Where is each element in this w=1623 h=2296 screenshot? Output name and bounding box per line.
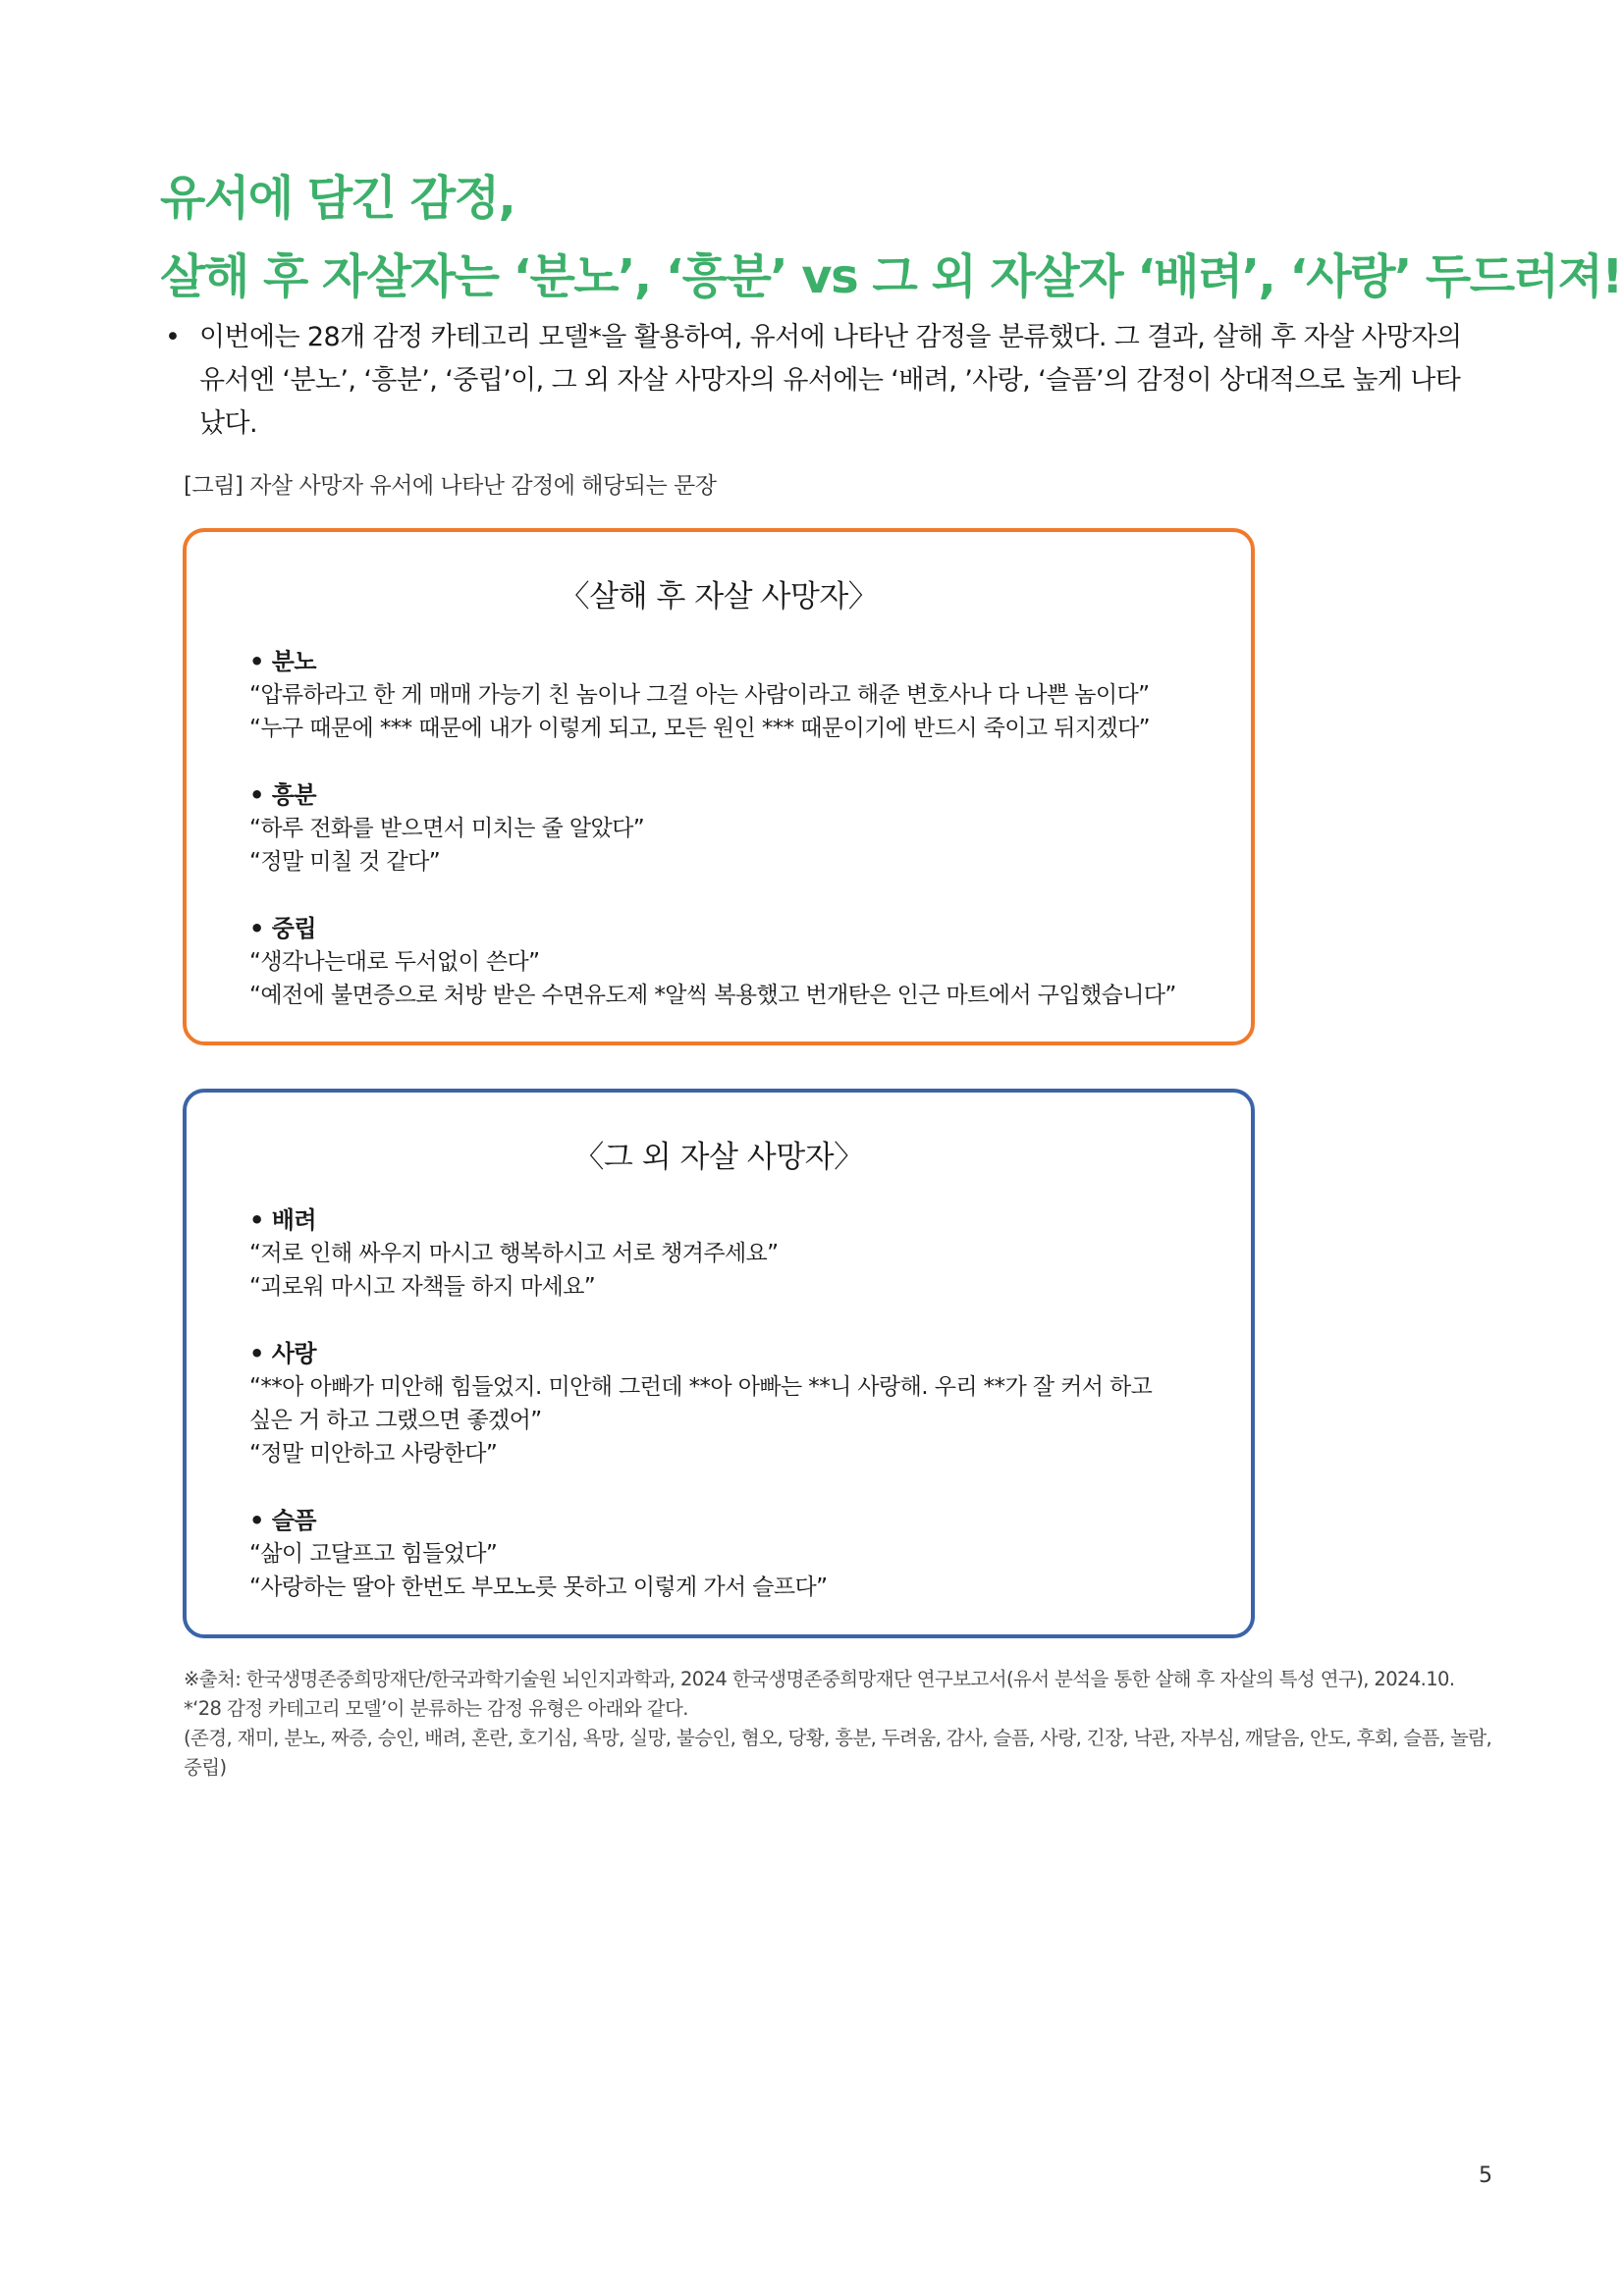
other-suicide-box	[183, 1089, 1255, 1638]
quote: “압류하라고 한 게 매매 가능기 친 놈이나 그걸 아는 사람이라고 해준 변호사나 다 나쁜 놈이다”	[249, 682, 1150, 708]
section-consideration	[249, 1203, 1251, 1304]
intro-paragraph	[165, 316, 1481, 446]
section-heading: • 중립	[249, 915, 317, 942]
murder-suicide-box-title: 〈살해 후 자살 사망자〉	[559, 579, 879, 614]
page-number: 5	[1479, 2163, 1492, 2188]
quote: 싶은 거 하고 그랬으면 좋겠어”	[249, 1408, 542, 1433]
quote: “저로 인해 싸우지 마시고 행복하시고 서로 챙겨주세요”	[249, 1241, 779, 1266]
section-heading: • 배려	[249, 1206, 317, 1234]
intro-text: 이번에는 28개 감정 카테고리 모델*을 활용하여, 유서에 나타난 감정을 분류했다. 그 결과, 살해 후 자살 사망자의 유서엔 ‘분노’, ‘흥분’, ‘중립’이, 그 외 자살 사망자의 유서에는 ‘배려, ’사랑, ‘슬픔’의 감정이 상대적으로 높게 나타났다.	[199, 322, 1462, 439]
bullet-icon: •	[165, 322, 181, 352]
title-line-1: 유서에 담긴 감정,	[160, 171, 515, 226]
section-heading: • 슬픔	[249, 1507, 317, 1534]
footnote-note: *‘28 감정 카테고리 모델’이 분류하는 감정 유형은 아래와 같다.	[184, 1697, 688, 1720]
section-neutral	[249, 912, 1251, 1012]
footnote-emotion-list: (존경, 재미, 분노, 짜증, 승인, 배려, 혼란, 호기심, 욕망, 실망, 불승인, 혐오, 당황, 흥분, 두려움, 감사, 슬픔, 사랑, 긴장, 낙관, 자부심, 깨달음, 안도, 후회, 슬픔, 놀람, 중립)	[184, 1727, 1492, 1779]
quote: “정말 미칠 것 같다”	[249, 849, 441, 875]
section-anger	[249, 645, 1251, 745]
section-heading: • 흥분	[249, 781, 317, 809]
footnote	[184, 1665, 1499, 1783]
quote: “사랑하는 딸아 한번도 부모노릇 못하고 이렇게 가서 슬프다”	[249, 1575, 828, 1600]
section-excitement	[249, 778, 1251, 879]
page-title	[160, 159, 1622, 316]
figure-caption: [그림] 자살 사망자 유서에 나타난 감정에 해당되는 문장	[184, 473, 717, 499]
quote: “삶이 고달프고 힘들었다”	[249, 1541, 498, 1567]
section-love	[249, 1337, 1251, 1470]
other-suicide-box-title: 〈그 외 자살 사망자〉	[573, 1140, 864, 1175]
quote: “예전에 불면증으로 처방 받은 수면유도제 *알씩 복용했고 번개탄은 인근 마트에서 구입했습니다”	[249, 983, 1176, 1008]
footnote-source: ※출처: 한국생명존중희망재단/한국과학기술원 뇌인지과학과, 2024 한국생명존중희망재단 연구보고서(유서 분석을 통한 살해 후 자살의 특성 연구), 2024.10.	[184, 1668, 1455, 1690]
quote: “정말 미안하고 사랑한다”	[249, 1441, 498, 1467]
quote: “**아 아빠가 미안해 힘들었지. 미안해 그런데 **아 아빠는 **니 사랑해. 우리 **가 잘 커서 하고	[249, 1374, 1153, 1400]
quote: “누구 때문에 *** 때문에 내가 이렇게 되고, 모든 원인 *** 때문이기에 반드시 죽이고 뒤지겠다”	[249, 716, 1150, 741]
murder-suicide-box	[183, 528, 1255, 1045]
quote: “생각나는대로 두서없이 쓴다”	[249, 949, 540, 975]
section-heading: • 분노	[249, 648, 317, 675]
title-line-2: 살해 후 자살자는 ‘분노’, ‘흥분’ vs 그 외 자살자 ‘배려’, ‘사랑’ 두드러져!	[160, 249, 1622, 304]
section-heading: • 사랑	[249, 1340, 317, 1367]
section-sadness	[249, 1504, 1251, 1604]
quote: “하루 전화를 받으면서 미치는 줄 알았다”	[249, 816, 645, 841]
quote: “괴로워 마시고 자책들 하지 마세요”	[249, 1274, 596, 1300]
